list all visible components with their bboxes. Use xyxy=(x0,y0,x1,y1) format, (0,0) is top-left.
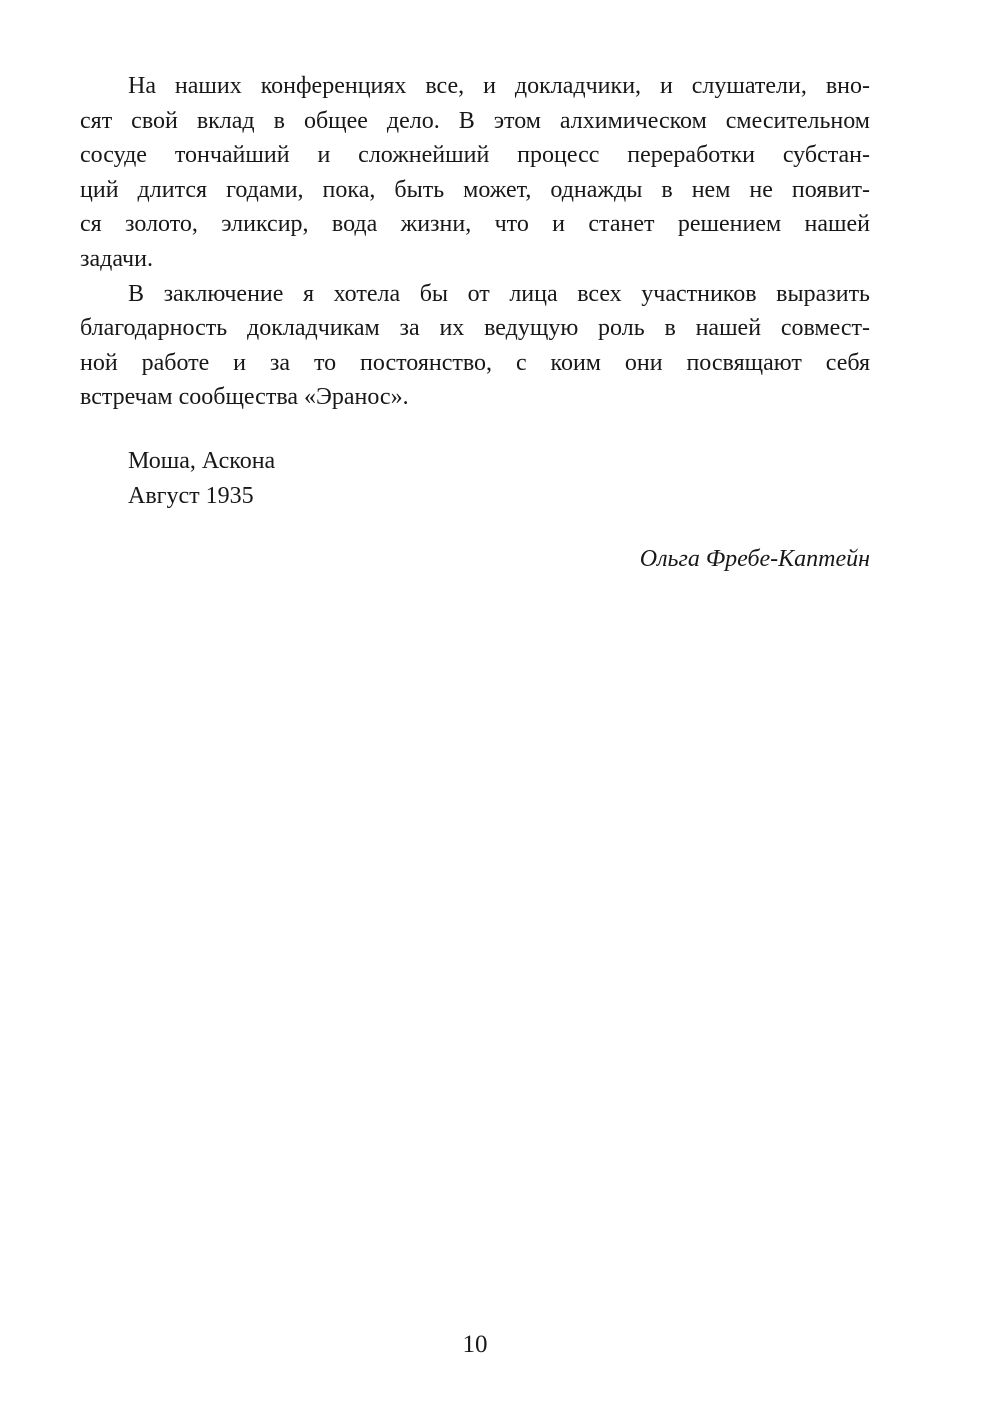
paragraph-line: сосуде тончайший и сложнейший процесс переработки субстан- xyxy=(80,142,870,169)
paragraph-line: ся золото, эликсир, вода жизни, что и станет решением нашей xyxy=(80,211,870,238)
paragraph xyxy=(80,69,870,277)
attribution: Ольга Фребе-Каптейн xyxy=(639,546,870,573)
page-number: 10 xyxy=(462,1331,488,1358)
paragraph-line: ций длится годами, пока, быть может, однажды в нем не появит- xyxy=(80,176,870,203)
paragraph-line: В заключение я хотела бы от лица всех участников выразить xyxy=(128,280,870,307)
signature-date: Август 1935 xyxy=(128,482,254,509)
page-body xyxy=(80,69,870,577)
paragraph-line: ной работе и за то постоянство, с коим они посвящают себя xyxy=(80,349,870,376)
paragraph-line: благодарность докладчикам за их ведущую роль в нашей совмест- xyxy=(80,315,870,342)
paragraph-line: сят свой вклад в общее дело. В этом алхимическом смесительном xyxy=(80,107,870,134)
paragraph xyxy=(80,277,870,415)
paragraph-line: встречам сообщества «Эранос». xyxy=(80,384,409,411)
paragraph-line: задачи. xyxy=(80,245,153,272)
signature-block xyxy=(80,444,870,513)
signature-place: Моша, Аскона xyxy=(128,447,276,474)
paragraph-line: На наших конференциях все, и докладчики, и слушатели, вно- xyxy=(128,73,870,99)
